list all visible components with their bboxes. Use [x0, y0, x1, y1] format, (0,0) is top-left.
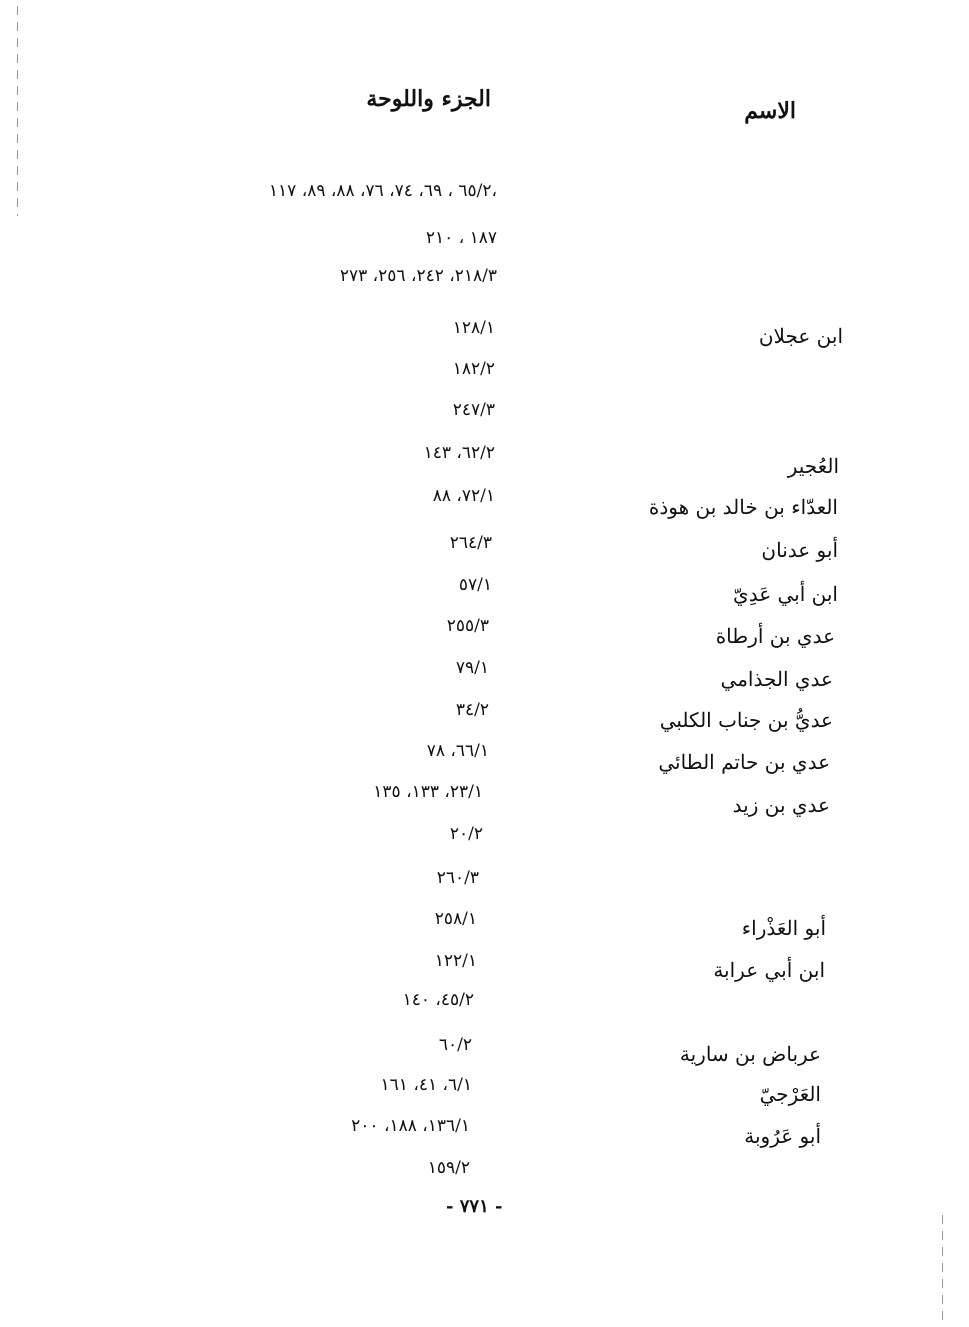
- ref-line: ١٣٦/١، ١٨٨، ٢٠٠: [351, 1116, 470, 1136]
- ref-line: ٥٧/١: [458, 575, 492, 595]
- index-name: ابن أبي عَدِيّ: [733, 582, 838, 606]
- index-name: عدي الجذامي: [720, 667, 833, 691]
- scan-margin-line-right: [942, 1215, 943, 1323]
- ref-line: ٦٦/١، ٧٨: [426, 741, 489, 761]
- ref-line: ١٥٩/٢: [427, 1158, 470, 1178]
- ref-line: ٦٠/٢: [438, 1035, 472, 1055]
- ref-line: ٢٦٤/٣: [449, 533, 492, 553]
- ref-line: ٦/١، ٤١، ١٦١: [380, 1075, 472, 1095]
- index-name: عدي بن أرطاة: [715, 624, 835, 648]
- ref-line: ٢٠/٢: [449, 824, 483, 844]
- ref-line: ٢١٨/٣، ٢٤٢، ٢٥٦، ٢٧٣: [339, 266, 497, 286]
- index-name: عرباض بن سارية: [679, 1042, 821, 1066]
- column-header-volume-plate: الجزء واللوحة: [366, 86, 491, 112]
- index-name: عدي بن زيد: [732, 793, 830, 817]
- index-name: عديُّ بن جناب الكلبي: [659, 708, 833, 732]
- ref-line: ٤٥/٢، ١٤٠: [402, 990, 474, 1010]
- page-number: - ٧٧١ -: [446, 1196, 503, 1217]
- ref-line: ١٢٢/١: [434, 951, 477, 971]
- ref-line: ٧٩/١: [455, 658, 489, 678]
- ref-line: ٦٥/٢ ، ٦٩، ٧٤، ٧٦، ٨٨، ٨٩، ١١٧،: [268, 181, 497, 201]
- index-name: العَرْجيّ: [759, 1082, 821, 1106]
- index-name: أبو عدنان: [761, 538, 838, 562]
- ref-line: ٢٦٠/٣: [436, 868, 479, 888]
- index-name: عدي بن حاتم الطائي: [658, 750, 830, 774]
- ref-line: ٢٤٧/٣: [452, 400, 495, 420]
- index-name: العدّاء بن خالد بن هوذة: [648, 495, 838, 519]
- index-name: أبو العَذْراء: [741, 916, 826, 940]
- ref-line: ١٨٢/٢: [452, 359, 495, 379]
- index-name: أبو عَرُوبة: [744, 1124, 821, 1148]
- index-name: ابن أبي عرابة: [713, 958, 825, 982]
- column-header-name: الاسم: [744, 98, 796, 124]
- index-name: ابن عجلان: [758, 324, 843, 348]
- scan-margin-line-left: [17, 6, 18, 216]
- ref-line: ٢٥٨/١: [434, 909, 477, 929]
- ref-line: ٢٥٥/٣: [446, 616, 489, 636]
- ref-line: ٧٢/١، ٨٨: [432, 486, 495, 506]
- ref-line: ١٢٨/١: [452, 318, 495, 338]
- ref-line: ٦٢/٢، ١٤٣: [423, 443, 495, 463]
- ref-line: ١٨٧ ، ٢١٠: [425, 228, 497, 248]
- index-name: العُجير: [787, 454, 839, 478]
- ref-line: ٢٣/١، ١٣٣، ١٣٥: [373, 782, 483, 802]
- ref-line: ٣٤/٢: [455, 700, 489, 720]
